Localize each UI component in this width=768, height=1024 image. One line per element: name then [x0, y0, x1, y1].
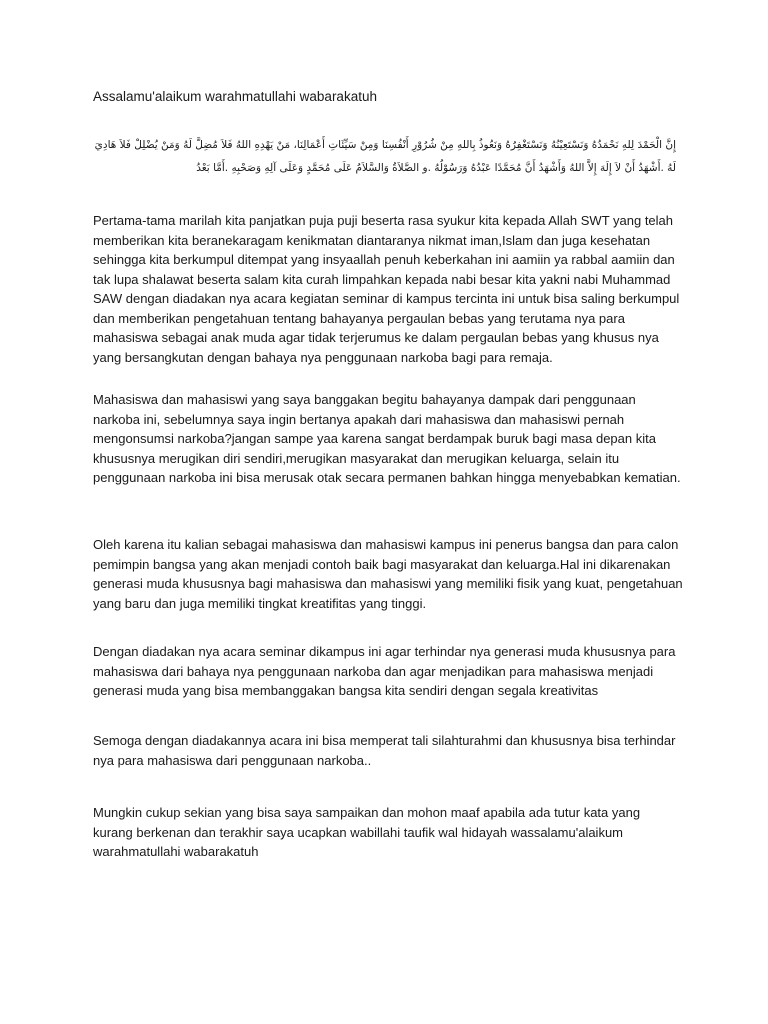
greeting-line: Assalamu'alaikum warahmatullahi wabarakatuh [93, 89, 377, 104]
paragraph-danger: Mahasiswa dan mahasiswi yang saya banggakan begitu bahayanya dampak dari penggunaan narkoba ini, sebelumnya saya ingin bertanya apakah dari mahasiswa dan mahasiswi pernah mengonsumsi narkoba?jangan sampe yaa karena sangat berdampak buruk bagi masa depan kita khususnya merugikan diri sendiri,merugikan masyarakat dan merugikan keluarga, selain itu penggunaan narkoba ini bisa merusak otak secara permanen bahkan hingga menyebabkan kematian. [93, 392, 681, 485]
paragraph-opening: Pertama-tama marilah kita panjatkan puja puji beserta rasa syukur kita kepada Allah SWT yang telah memberikan kita beranekaragam kenikmatan diantaranya nikmat iman,Islam dan juga kesehatan sehingga kita berkumpul ditempat yang insyaallah penuh keberkahan ini aamiin ya rabbal aamiin dan tak lupa shalawat beserta salam kita curah limpahkan kepada nabi besar kita yakni nabi Muhammad SAW dengan diadakan nya acara kegiatan seminar di kampus tercinta ini untuk bisa saling berkumpul dan memberikan pengetahuan tentang bahayanya pergaulan bebas yang terutama nya para mahasiswa sebagai anak muda agar tidak terjerumus ke dalam pergaulan bebas yang khusus nya yang bersangkutan dengan bahaya nya penggunaan narkoba bagi para remaja. [93, 213, 680, 365]
paragraph-seminar-purpose: Dengan diadakan nya acara seminar dikampus ini agar terhindar nya generasi muda khususnya para mahasiswa dari bahaya nya penggunaan narkoba dan agar menjadikan para mahasiswa menjadi generasi muda yang bisa membanggakan bangsa kita sendiri dengan segala kreativitas [93, 644, 676, 698]
paragraph-hope: Semoga dengan diadakannya acara ini bisa memperat tali silahturahmi dan khususnya bisa terhindar nya para mahasiswa dari penggunaan narkoba.. [93, 733, 676, 768]
paragraph-closing: Mungkin cukup sekian yang bisa saya sampaikan dan mohon maaf apabila ada tutur kata yang kurang berkenan dan terakhir saya ucapkan wabillahi taufik wal hidayah wassalamu'alaikum warahmatullahi wabarakatuh [93, 805, 641, 859]
arabic-opening: إِنَّ الْحَمْدَ لِلهِ نَحْمَدُهُ وَنَسْتَعِيْنُهُ وَنَسْتَغْفِرُهُ وَنَعُوذُ بِاللهِ مِنْ شُرُوْرِ أَنْفُسِنَا وَمِنْ سَيِّئَاتِ أَعْمَالِنَا، مَنْ يَهْدِهِ اللهُ فَلاَ مُضِلَّ لَهُ وَمَنْ يُضْلِلْ فَلاَ هَادِيَ لَهُ .أَشْهَدُ أَنْ لاَ إِلَهَ إِلاَّ اللهُ وَأَشْهَدُ أَنَّ مُحَمَّدًا عَبْدُهُ وَرَسُوْلُهُ .و الصَّلاَةُ وَالسَّلاَمُ عَلَى مُحَمَّدٍ وَعَلَى آلِهِ وَصَحْبِهِ .أَمَّا بَعْدُ [94, 139, 676, 174]
paragraph-future-leaders: Oleh karena itu kalian sebagai mahasiswa dan mahasiswi kampus ini penerus bangsa dan para calon pemimpin bangsa yang akan menjadi contoh baik bagi masyarakat dan keluarga.Hal ini dikarenakan generasi muda khususnya bagi mahasiswa dan mahasiswi yang memiliki fisik yang kuat, pengetahuan yang baru dan juga memiliki tingkat kreatifitas yang tinggi. [93, 537, 683, 611]
